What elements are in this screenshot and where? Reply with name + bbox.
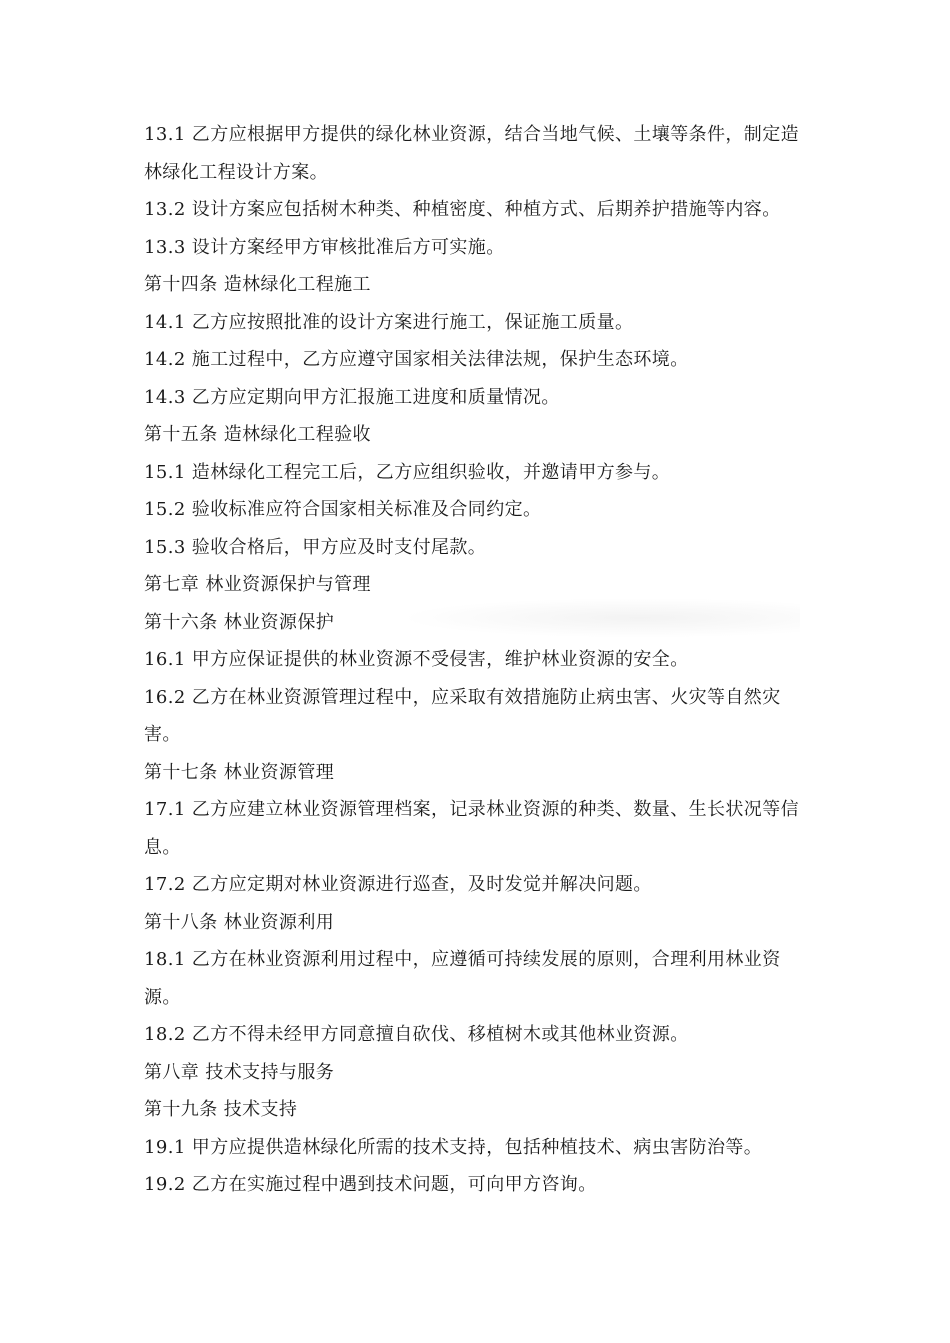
clause-14-3: 14.3 乙方应定期向甲方汇报施工进度和质量情况。: [144, 386, 560, 408]
clause-15-3: 15.3 验收合格后，甲方应及时支付尾款。: [144, 536, 487, 558]
article-14-heading: 第十四条 造林绿化工程施工: [144, 274, 371, 295]
clause-14-2: 14.2 施工过程中，乙方应遵守国家相关法律法规，保护生态环境。: [144, 349, 689, 370]
article-19-heading: 第十九条 技术支持: [144, 1099, 298, 1120]
document-body: [144, 116, 816, 1204]
article-18-heading: 第十八条 林业资源利用: [144, 911, 335, 933]
article-16-heading: 第十六条 林业资源保护: [144, 611, 335, 633]
clause-16-2: 16.2 乙方在林业资源管理过程中，应采取有效措施防止病虫害、火灾等自然灾害。: [144, 686, 781, 745]
clause-17-1: 17.1 乙方应建立林业资源管理档案，记录林业资源的种类、数量、生长状况等信息。: [144, 799, 799, 858]
clause-14-1: 14.1 乙方应按照批准的设计方案进行施工，保证施工质量。: [144, 311, 634, 333]
clause-13-3: 13.3 设计方案经甲方审核批准后方可实施。: [144, 236, 505, 258]
clause-13-1: 13.1 乙方应根据甲方提供的绿化林业资源，结合当地气候、土壤等条件，制定造林绿化工程设计方案。: [144, 124, 799, 183]
chapter-7-heading: 第七章 林业资源保护与管理: [144, 574, 371, 595]
clause-19-1: 19.1 甲方应提供造林绿化所需的技术支持，包括种植技术、病虫害防治等。: [144, 1136, 763, 1158]
chapter-8-heading: 第八章 技术支持与服务: [144, 1061, 335, 1083]
clause-15-1: 15.1 造林绿化工程完工后，乙方应组织验收，并邀请甲方参与。: [144, 461, 671, 483]
article-17-heading: 第十七条 林业资源管理: [144, 761, 335, 783]
clause-18-1: 18.1 乙方在林业资源利用过程中，应遵循可持续发展的原则，合理利用林业资源。: [144, 949, 781, 1008]
clause-13-2: 13.2 设计方案应包括树木种类、种植密度、种植方式、后期养护措施等内容。: [144, 199, 781, 220]
clause-15-2: 15.2 验收标准应符合国家相关标准及合同约定。: [144, 499, 542, 520]
article-15-heading: 第十五条 造林绿化工程验收: [144, 424, 371, 445]
clause-17-2: 17.2 乙方应定期对林业资源进行巡查，及时发觉并解决问题。: [144, 874, 652, 895]
clause-19-2: 19.2 乙方在实施过程中遇到技术问题，可向甲方咨询。: [144, 1174, 597, 1195]
clause-18-2: 18.2 乙方不得未经甲方同意擅自砍伐、移植树木或其他林业资源。: [144, 1024, 689, 1045]
clause-16-1: 16.1 甲方应保证提供的林业资源不受侵害，维护林业资源的安全。: [144, 649, 689, 670]
